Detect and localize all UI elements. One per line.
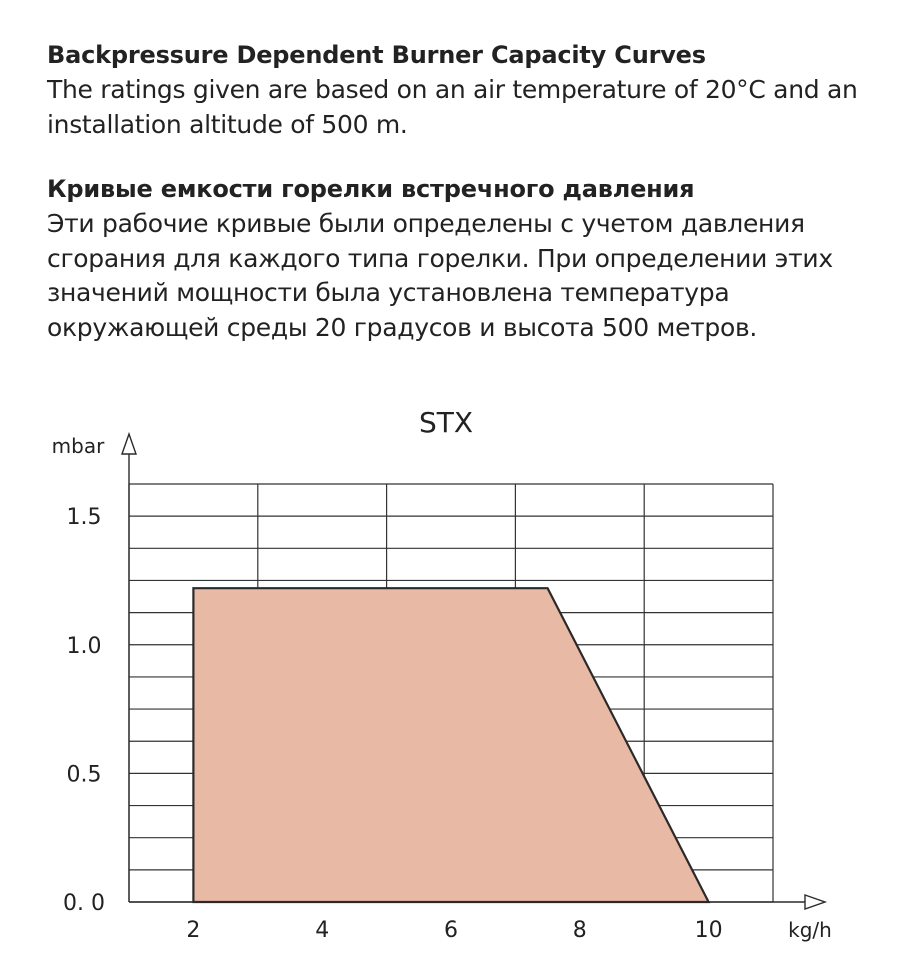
russian-description: Эти рабочие кривые были определены с учетом давления сгорания для каждого типа горелки. При определении этих значений мощности была установлена температура окружающей среды 20 градусов и высота 500 метров. xyxy=(47,209,833,342)
russian-title: Кривые емкости горелки встречного давления xyxy=(47,175,695,203)
y-tick-label-0: 0. 0 xyxy=(63,891,105,916)
x-tick-label-3: 8 xyxy=(572,918,587,943)
english-title: Backpressure Dependent Burner Capacity Curves xyxy=(47,41,706,69)
x-tick-label-1: 4 xyxy=(315,918,330,943)
y-tick-label-3: 1.5 xyxy=(66,505,102,531)
x-tick-label-0: 2 xyxy=(186,918,201,943)
x-tick-label-4: 10 xyxy=(694,918,723,943)
russian-section xyxy=(47,172,887,345)
english-section xyxy=(47,38,887,142)
operating-area xyxy=(193,588,708,902)
x-axis-arrow xyxy=(805,895,825,909)
x-tick-label-2: 6 xyxy=(444,918,458,943)
y-axis-label: mbar xyxy=(51,434,105,458)
english-description: The ratings given are based on an air temperature of 20°C and an installation altitude of 500 m. xyxy=(47,75,858,139)
capacity-chart xyxy=(0,390,901,973)
y-tick-label-1: 0.5 xyxy=(66,762,102,788)
chart-title: STX xyxy=(418,406,474,439)
series-area-0 xyxy=(193,588,708,902)
x-axis-label: kg/h xyxy=(788,918,832,942)
y-tick-label-2: 1.0 xyxy=(66,633,102,659)
y-axis-arrow xyxy=(122,434,136,454)
